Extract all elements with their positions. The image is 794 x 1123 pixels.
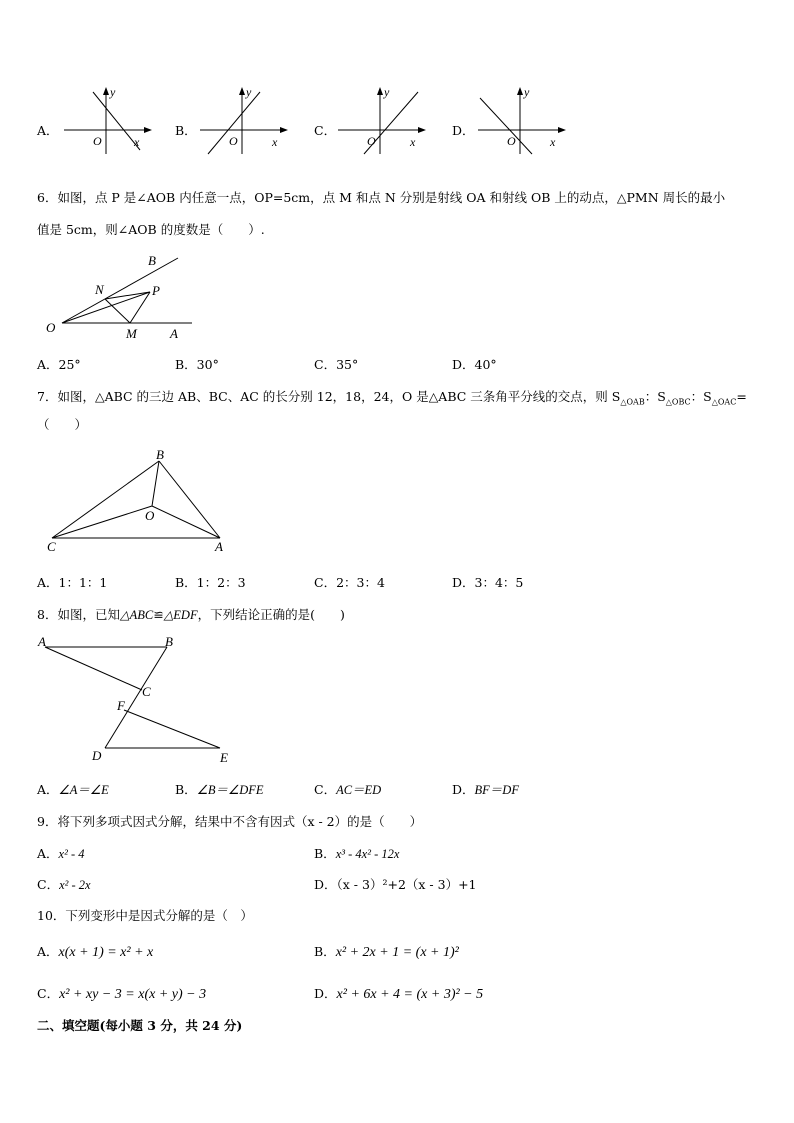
q7-label-c: C xyxy=(47,539,56,554)
q5-graph-d xyxy=(474,82,574,157)
q6-figure xyxy=(40,250,210,345)
q5c-origin-label: O xyxy=(367,134,376,148)
q5-option-a-letter: A． xyxy=(37,123,59,138)
q10-option-d[interactable]: D．x² + 6x + 4 = (x + 3)² − 5 xyxy=(314,986,484,1002)
q5b-x-label: x xyxy=(272,135,278,149)
q8-stem: 8．如图，已知△ABC≌△EDF，下列结论正确的是( ) xyxy=(37,607,345,622)
q10-option-c[interactable]: C．x² + xy − 3 = x(x + y) − 3 xyxy=(37,986,207,1002)
q7-option-d[interactable]: D．3：4：5 xyxy=(452,575,524,590)
q9-stem: 9．将下列多项式因式分解，结果中不含有因式（x - 2）的是（ ） xyxy=(37,814,423,829)
q5-option-d-letter: D． xyxy=(452,123,475,138)
q5-option-b-letter: B． xyxy=(175,123,197,138)
q10-option-b[interactable]: B．x² + 2x + 1 = (x + 1)² xyxy=(314,944,459,960)
q5a-origin-label: O xyxy=(93,134,102,148)
q5d-x-label: x xyxy=(550,135,556,149)
q7-option-a[interactable]: A．1：1：1 xyxy=(37,575,108,590)
q8-option-d[interactable]: D．BF＝DF xyxy=(452,782,519,797)
q7-option-b[interactable]: B．1：2：3 xyxy=(175,575,246,590)
q5c-x-label: x xyxy=(410,135,416,149)
q8-label-f: F xyxy=(117,698,125,713)
q5b-y-label: y xyxy=(246,85,252,99)
q6-option-d[interactable]: D．40° xyxy=(452,357,497,372)
q5-option-c-letter: C． xyxy=(314,123,337,138)
q6-stem-line2: 值是 5cm，则∠AOB 的度数是（ ）. xyxy=(37,222,265,237)
q8-figure xyxy=(35,633,235,768)
q6-option-c[interactable]: C．35° xyxy=(314,357,359,372)
q10-stem: 10．下列变形中是因式分解的是（ ） xyxy=(37,908,253,923)
q9-option-c[interactable]: C．x² - 2x xyxy=(37,877,91,892)
q8-label-e: E xyxy=(220,750,228,765)
q6-label-p: P xyxy=(152,283,160,298)
q6-option-b[interactable]: B．30° xyxy=(175,357,219,372)
q7-label-o: O xyxy=(145,508,155,523)
q7-label-b: B xyxy=(156,447,164,462)
q7-figure xyxy=(40,445,240,560)
q5b-origin-label: O xyxy=(229,134,238,148)
q9-option-a[interactable]: A．x² - 4 xyxy=(37,846,85,861)
q8-option-a[interactable]: A．∠A＝∠E xyxy=(37,782,109,797)
q5-graph-a xyxy=(60,82,160,157)
q8-label-a: A xyxy=(38,634,46,649)
q7-stem-line1: 7．如图，△ABC 的三边 AB、BC、AC 的长分别 12，18，24，O 是△ABC 三条角平分线的交点，则 $S_{\triangle OAB}$：$S_{\triangle OBC}$：$S_{\triangle OAC}=$ xyxy=(37,389,747,407)
q6-label-o: O xyxy=(46,320,56,335)
q6-label-n: N xyxy=(95,282,104,297)
q5-graph-b xyxy=(196,82,296,157)
q5d-origin-label: O xyxy=(507,134,516,148)
q6-label-b: B xyxy=(148,253,156,268)
q6-stem-line1: 6．如图，点 P 是∠AOB 内任意一点，OP=5cm，点 M 和点 N 分别是射线 OA 和射线 OB 上的动点，△PMN 周长的最小 xyxy=(37,190,726,205)
q9-option-b[interactable]: B．x³ - 4x² - 12x xyxy=(314,846,400,861)
q7-label-a: A xyxy=(215,539,223,554)
q5a-x-label: x xyxy=(134,135,140,149)
q9-option-d[interactable]: D．（x - 3）²+2（x - 3）+1 xyxy=(314,877,477,892)
q6-label-a: A xyxy=(170,326,178,341)
q8-label-c: C xyxy=(142,684,151,699)
q6-option-a[interactable]: A．25° xyxy=(37,357,81,372)
q7-option-c[interactable]: C．2：3：4 xyxy=(314,575,385,590)
q5-graph-c xyxy=(334,82,434,157)
section-2-heading: 二、填空题(每小题 3 分，共 24 分) xyxy=(37,1018,243,1033)
q7-stem-line2: （ ） xyxy=(37,417,88,432)
q10-option-a[interactable]: A．x(x + 1) = x² + x xyxy=(37,944,154,960)
q5c-y-label: y xyxy=(384,85,390,99)
q6-label-m: M xyxy=(126,326,137,341)
q8-label-d: D xyxy=(92,748,102,763)
q5a-y-label: y xyxy=(110,85,116,99)
q8-option-c[interactable]: C．AC＝ED xyxy=(314,782,382,797)
q8-label-b: B xyxy=(165,634,173,649)
q5d-y-label: y xyxy=(524,85,530,99)
q8-option-b[interactable]: B．∠B＝∠DFE xyxy=(175,782,264,797)
